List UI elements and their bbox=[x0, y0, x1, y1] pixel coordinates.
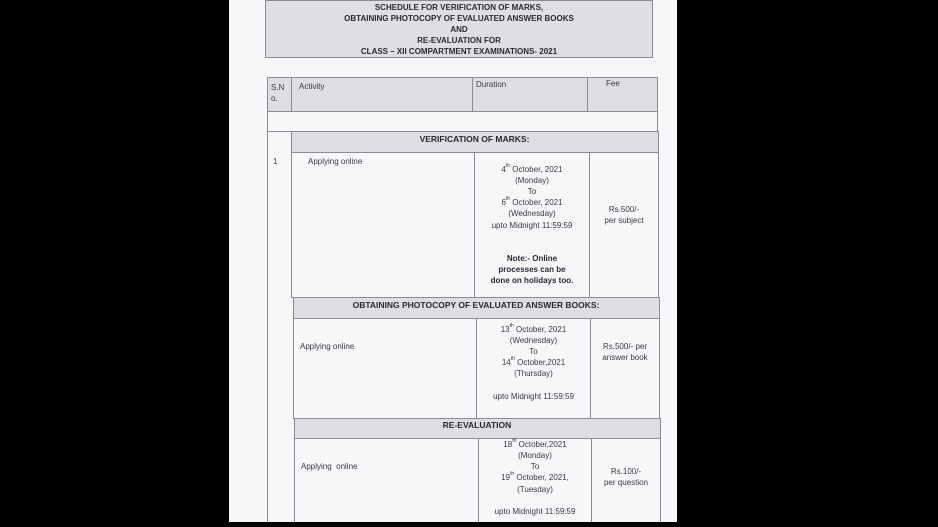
section-3-from-weekday: (Monday) bbox=[518, 451, 552, 460]
section-1-to-weekday: (Wednesday) bbox=[508, 209, 556, 218]
title-line-3: AND bbox=[450, 25, 468, 34]
header-sno-line1: S.N bbox=[271, 83, 285, 92]
section-3-heading: RE-EVALUATION bbox=[442, 420, 512, 430]
header-fee: Fee bbox=[606, 79, 620, 88]
header-sno-line2: o. bbox=[271, 94, 278, 103]
header-duration: Duration bbox=[476, 80, 507, 89]
section-3-to-word: To bbox=[530, 462, 540, 471]
section-1-fee-line1: Rs.500/- bbox=[608, 205, 640, 214]
section-1-note-line2: processes can be bbox=[498, 265, 566, 274]
section-2-to-word: To bbox=[529, 347, 538, 356]
section-3-fee-line1: Rs.100/- bbox=[610, 467, 642, 476]
title-line-2: OBTAINING PHOTOCOPY OF EVALUATED ANSWER BOOKS bbox=[344, 14, 574, 23]
section-2-heading: OBTAINING PHOTOCOPY OF EVALUATED ANSWER BOOKS: bbox=[352, 300, 600, 310]
section-2-from-weekday: (Wednesday) bbox=[509, 336, 558, 345]
section-1-from-weekday: (Monday) bbox=[515, 176, 549, 185]
section-1-to-date: 6th October, 2021 bbox=[501, 196, 563, 207]
section-3-fee-line2: per question bbox=[603, 478, 649, 487]
section-2-to-weekday: (Thursday) bbox=[514, 369, 553, 378]
section-3-activity: Applying online bbox=[301, 462, 358, 471]
table-header-bg bbox=[267, 77, 657, 111]
title-line-4: RE-EVALUATION FOR bbox=[417, 36, 501, 45]
section-3-from-date: 18th October,2021 bbox=[503, 438, 567, 449]
document-title bbox=[265, 0, 653, 58]
section-1-deadline: upto Midnight 11:59:59 bbox=[491, 221, 573, 230]
section-1-sno: 1 bbox=[273, 157, 278, 166]
section-2-from-date: 13th October, 2021 bbox=[500, 323, 567, 334]
section-1-note-line1: Note:- Online bbox=[506, 254, 558, 263]
section-2-to-date: 14th October,2021 bbox=[501, 356, 566, 367]
header-activity: Activity bbox=[299, 82, 325, 91]
document-page bbox=[229, 0, 677, 522]
section-1-note-line3: done on holidays too. bbox=[490, 276, 574, 285]
section-3-deadline: upto Midnight 11:59:59 bbox=[494, 507, 576, 516]
section-2-fee-line1: Rs.500/- per bbox=[602, 342, 648, 351]
section-1-heading: VERIFICATION OF MARKS: bbox=[419, 134, 530, 144]
section-2-activity: Applying online bbox=[300, 342, 355, 351]
section-1-to-word: To bbox=[527, 187, 537, 196]
section-1-from-date: 4th October, 2021 bbox=[501, 163, 563, 174]
section-3-to-weekday: (Tuesday) bbox=[517, 485, 553, 494]
section-1-activity: Applying online bbox=[308, 157, 363, 166]
title-line-5: CLASS – XII COMPARTMENT EXAMINATIONS- 2021 bbox=[360, 47, 558, 56]
section-3-to-date: 19th October, 2021, bbox=[501, 471, 569, 482]
section-2-deadline: upto Midnight 11:59:59 bbox=[493, 392, 574, 401]
section-1-fee-line2: per subject bbox=[604, 216, 644, 225]
section-2-fee-line2: answer book bbox=[602, 353, 648, 362]
title-line-1: SCHEDULE FOR VERIFICATION OF MARKS, bbox=[374, 3, 544, 12]
